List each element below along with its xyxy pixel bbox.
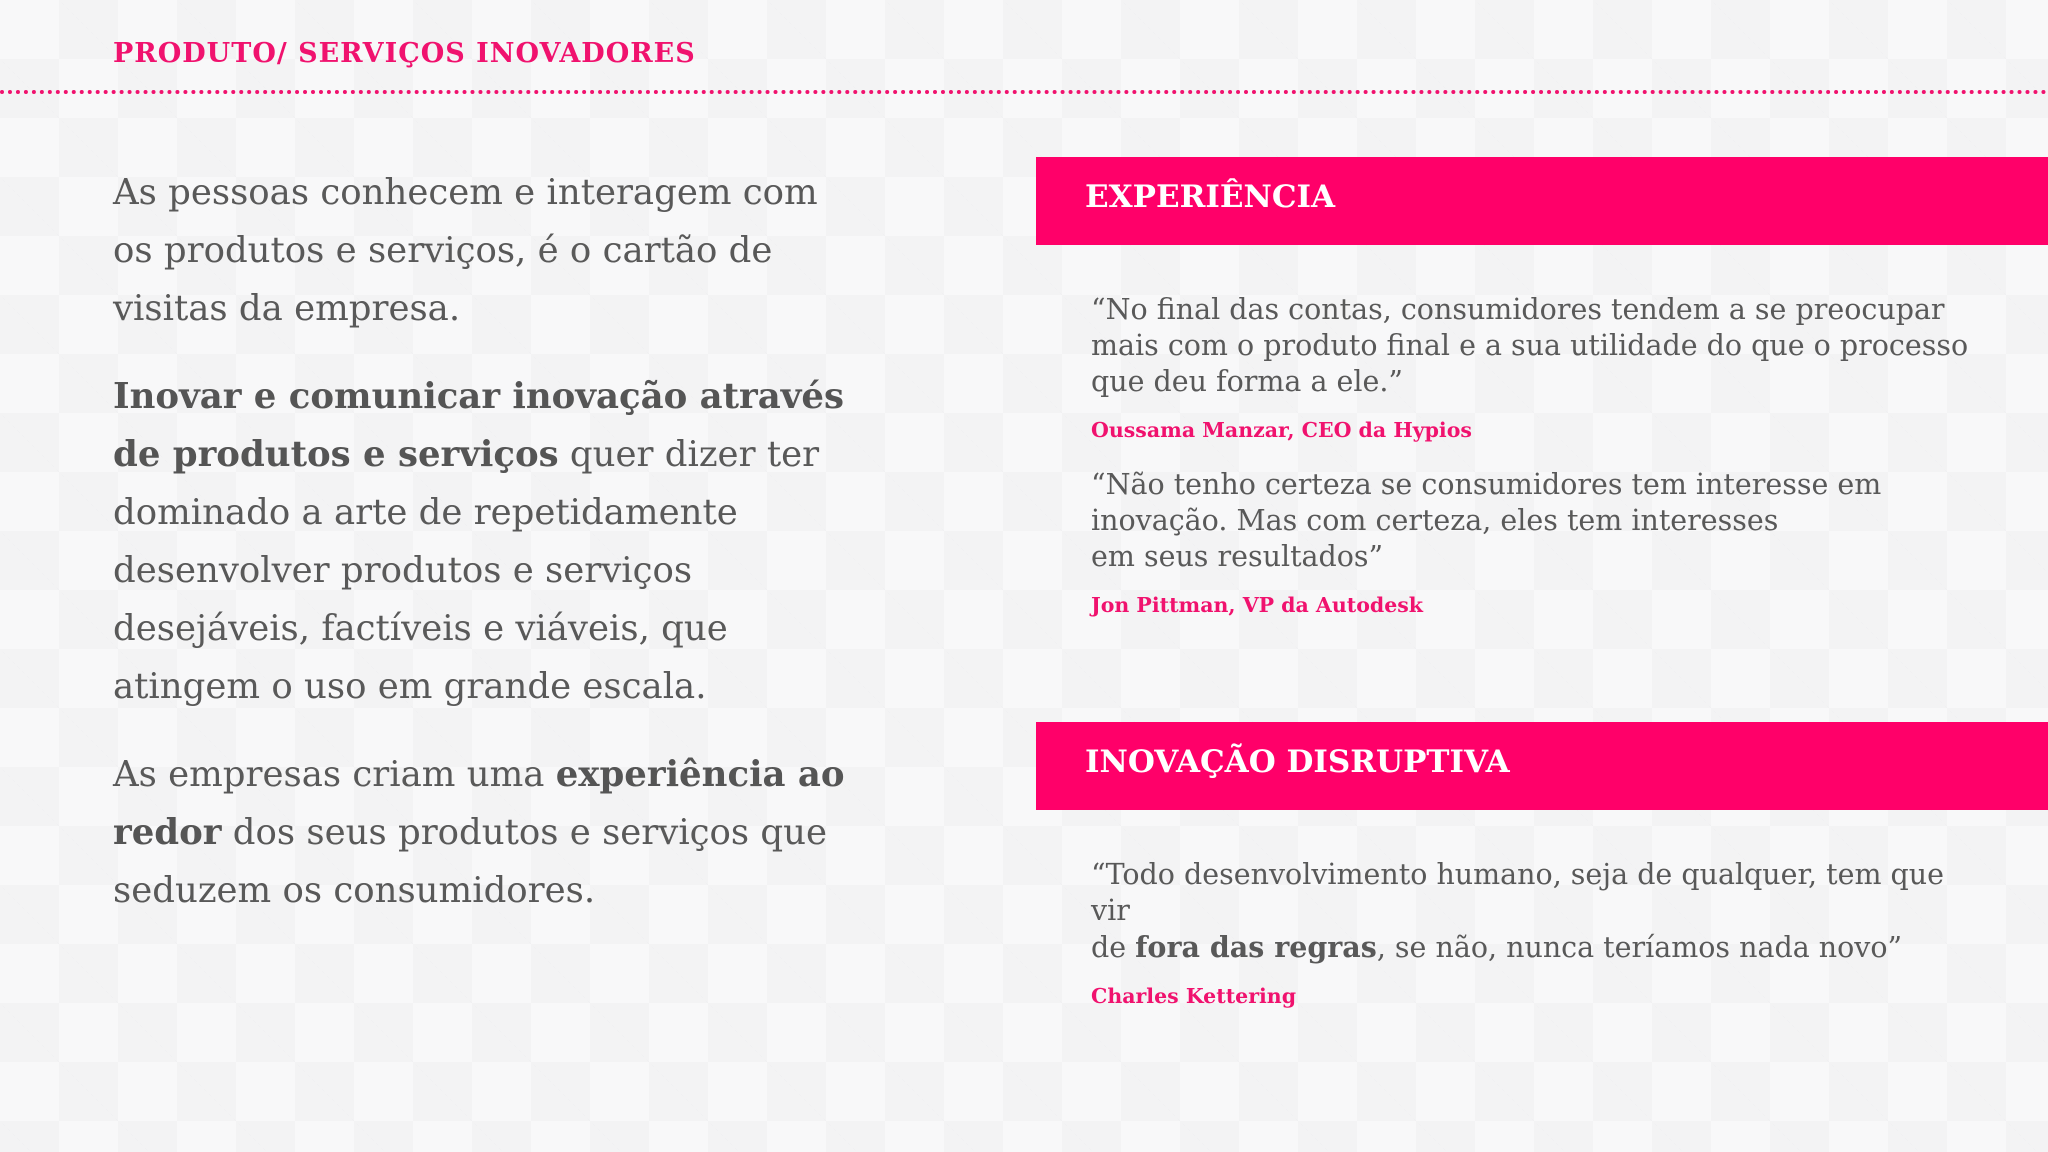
quote-text — [1091, 857, 1991, 966]
quote-author: Jon Pittman, VP da Autodesk — [1091, 593, 1423, 617]
intro-paragraph — [113, 164, 853, 338]
quote-manzar — [1091, 292, 1991, 442]
section-title-experiencia: EXPERIÊNCIA — [1085, 179, 1336, 215]
section-bar-experiencia — [1036, 157, 2048, 245]
quote-segment: , se não, nunca teríamos nada novo” — [1376, 931, 1903, 964]
intro-text: As pessoas conhecem e interagem com os produtos e serviços, é o cartão de visitas da empresa. — [113, 172, 818, 329]
quote-line: “Todo desenvolvimento humano, seja de qualquer, tem que vir — [1091, 858, 1945, 927]
experience-bold-text: experiência ao redor — [113, 754, 845, 853]
quote-author: Charles Kettering — [1091, 984, 1297, 1008]
section-title-inovacao: INOVAÇÃO DISRUPTIVA — [1085, 744, 1510, 780]
left-column — [113, 164, 853, 950]
quote-line: inovação. Mas com certeza, eles tem interesses — [1091, 504, 1779, 537]
quote-kettering — [1091, 857, 1991, 1008]
quote-line — [1091, 929, 1991, 966]
innovation-bold-text: Inovar e comunicar inovação através de produtos e serviços — [113, 376, 844, 475]
experience-paragraph — [113, 746, 853, 920]
page-title: PRODUTO/ SERVIÇOS INOVADORES — [113, 38, 696, 69]
innovation-text: quer dizer ter dominado a arte de repetidamente desenvolver produtos e serviços desejáveis, factíveis e viáveis, que atingem o uso em grande escala. — [113, 434, 820, 707]
experience-text-start: As empresas criam uma — [113, 754, 556, 795]
dotted-divider — [0, 90, 2048, 94]
quote-text — [1091, 467, 1991, 575]
quote-line: em seus resultados” — [1091, 540, 1384, 573]
quote-text — [1091, 292, 1991, 400]
quote-line: mais com o produto final e a sua utilidade do que o processo — [1091, 329, 1969, 362]
section-bar-inovacao — [1036, 722, 2048, 810]
quote-line: que deu forma a ele.” — [1091, 365, 1403, 398]
quote-pittman — [1091, 467, 1991, 617]
innovation-paragraph — [113, 368, 853, 716]
quote-bold-segment: fora das regras — [1135, 930, 1377, 964]
quote-line: “No final das contas, consumidores tendem a se preocupar — [1091, 293, 1945, 326]
quote-segment: de — [1091, 931, 1136, 964]
experience-text-end: dos seus produtos e serviços que seduzem os consumidores. — [113, 812, 828, 911]
quote-line: “Não tenho certeza se consumidores tem interesse em — [1091, 468, 1882, 501]
quote-author: Oussama Manzar, CEO da Hypios — [1091, 418, 1472, 442]
